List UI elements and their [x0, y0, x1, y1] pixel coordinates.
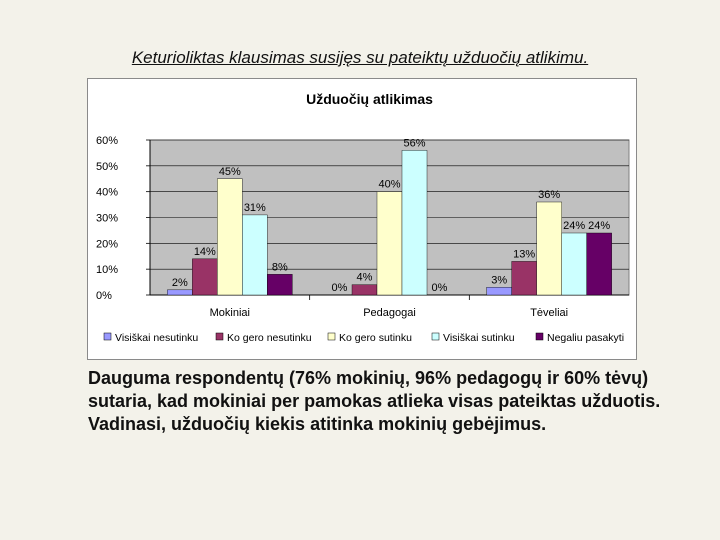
legend-swatch — [328, 333, 335, 340]
slide-title: Keturioliktas klausimas susijęs su pateiktų užduočių atlikimu. — [131, 48, 589, 67]
bar — [537, 202, 562, 295]
bar — [192, 259, 217, 295]
bar — [242, 215, 267, 295]
bar — [377, 192, 402, 295]
y-tick-label: 50% — [96, 160, 119, 173]
y-tick-label: 10% — [96, 264, 119, 277]
bar — [487, 287, 512, 295]
y-tick-label: 60% — [96, 135, 119, 147]
data-label: 31% — [243, 201, 266, 214]
data-label: 56% — [403, 137, 426, 150]
data-label: 0% — [331, 282, 348, 294]
x-tick-label: Tėveliai — [530, 307, 569, 319]
legend-label: Visiškai sutinku — [443, 332, 515, 344]
x-tick-label: Pedagogai — [363, 307, 416, 319]
legend-label: Ko gero sutinku — [339, 332, 412, 344]
data-label: 24% — [588, 220, 611, 232]
bar — [267, 274, 292, 295]
legend-swatch — [536, 333, 543, 340]
bar — [512, 261, 537, 295]
data-label: 13% — [513, 248, 536, 261]
y-tick-label: 30% — [96, 212, 119, 225]
legend-swatch — [104, 333, 111, 340]
chart-frame — [87, 78, 637, 360]
bar — [352, 285, 377, 295]
y-tick-label: 0% — [96, 290, 112, 302]
bar — [562, 233, 587, 295]
bar — [167, 290, 192, 295]
data-label: 2% — [171, 276, 188, 289]
data-label: 4% — [356, 271, 373, 284]
y-tick-label: 20% — [96, 238, 119, 251]
x-tick-label: Mokiniai — [209, 307, 251, 319]
bar — [217, 179, 242, 295]
bar-chart — [88, 79, 636, 359]
bar — [587, 233, 612, 295]
chart-title: Užduočių atlikimas — [306, 91, 433, 107]
legend-swatch — [216, 333, 223, 340]
legend-label: Negaliu pasakyti — [547, 332, 625, 344]
legend-label: Visiškai nesutinku — [115, 332, 199, 344]
data-label: 36% — [538, 189, 561, 201]
data-label: 24% — [563, 220, 586, 232]
data-label: 40% — [378, 178, 401, 191]
y-tick-label: 40% — [96, 186, 119, 199]
data-label: 45% — [218, 165, 241, 178]
data-label: 3% — [491, 274, 508, 287]
legend-label: Ko gero nesutinku — [227, 332, 312, 344]
body-paragraph: Dauguma respondentų (76% mokinių, 96% pedagogų ir 60% tėvų) sutaria, kad mokiniai per pamokas atlieka visas pateiktas užduotis. Vadinasi, užduočių kiekis atitinka mokinių gebėjimus. — [88, 368, 661, 434]
data-label: 8% — [271, 261, 288, 274]
legend-swatch — [432, 333, 439, 340]
bar — [402, 150, 427, 295]
data-label: 0% — [431, 282, 448, 294]
data-label: 14% — [193, 245, 216, 258]
